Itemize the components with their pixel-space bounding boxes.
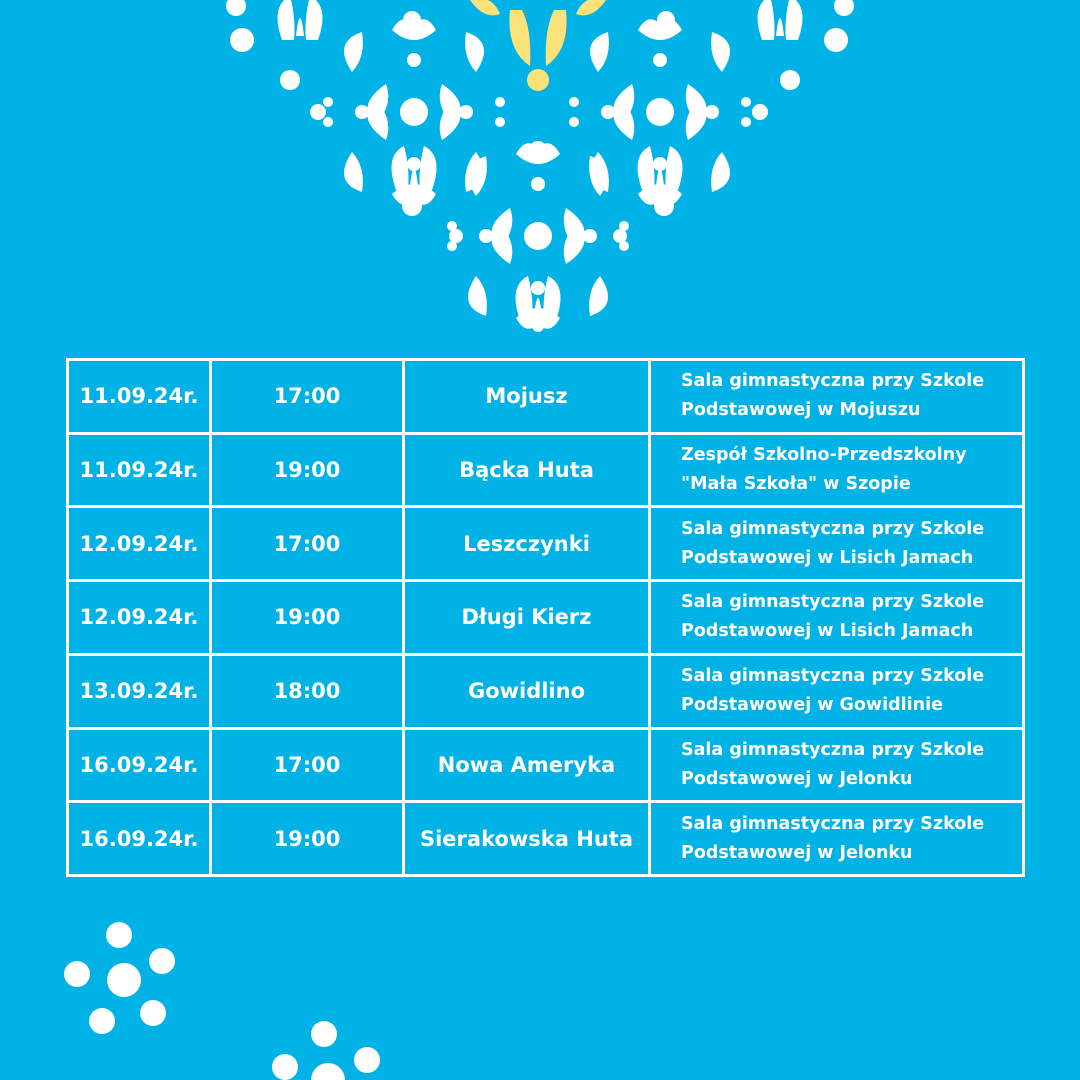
time-cell: 19:00 xyxy=(211,581,404,655)
schedule-table xyxy=(66,358,1025,877)
table-row xyxy=(68,802,1024,876)
venue-cell xyxy=(650,360,1024,434)
date-cell: 13.09.24r. xyxy=(68,654,211,728)
venue-line: Podstawowej w Mojuszu xyxy=(681,400,921,421)
place-cell: Nowa Ameryka xyxy=(404,728,650,802)
venue-line: Zespół Szkolno-Przedszkolny xyxy=(681,445,967,466)
time-cell: 17:00 xyxy=(211,360,404,434)
venue-cell xyxy=(650,654,1024,728)
date-cell: 12.09.24r. xyxy=(68,507,211,581)
date-cell: 16.09.24r. xyxy=(68,802,211,876)
date-cell: 11.09.24r. xyxy=(68,433,211,507)
venue-line: Sala gimnastyczna przy Szkole xyxy=(681,592,985,613)
place-cell: Długi Kierz xyxy=(404,581,650,655)
venue-line: Sala gimnastyczna przy Szkole xyxy=(681,666,985,687)
venue-cell xyxy=(650,728,1024,802)
folk-ornament xyxy=(0,0,1080,340)
venue-line: Sala gimnastyczna przy Szkole xyxy=(681,518,985,539)
date-cell: 16.09.24r. xyxy=(68,728,211,802)
table-row xyxy=(68,654,1024,728)
venue-line: Podstawowej w Lisich Jamach xyxy=(681,547,974,568)
table-row xyxy=(68,360,1024,434)
venue-cell xyxy=(650,581,1024,655)
venue-line: Sala gimnastyczna przy Szkole xyxy=(681,739,985,760)
date-cell: 12.09.24r. xyxy=(68,581,211,655)
venue-line: Podstawowej w Jelonku xyxy=(681,842,913,863)
venue-cell xyxy=(650,507,1024,581)
table-row xyxy=(68,507,1024,581)
place-cell: Gowidlino xyxy=(404,654,650,728)
place-cell: Sierakowska Huta xyxy=(404,802,650,876)
venue-cell xyxy=(650,802,1024,876)
table-row xyxy=(68,728,1024,802)
venue-line: Podstawowej w Lisich Jamach xyxy=(681,621,974,642)
time-cell: 18:00 xyxy=(211,654,404,728)
venue-cell xyxy=(650,433,1024,507)
venue-line: Podstawowej w Gowidlinie xyxy=(681,695,943,716)
venue-line: Sala gimnastyczna przy Szkole xyxy=(681,371,985,392)
place-cell: Bącka Huta xyxy=(404,433,650,507)
venue-line: "Mała Szkoła" w Szopie xyxy=(681,474,911,495)
time-cell: 17:00 xyxy=(211,728,404,802)
place-cell: Leszczynki xyxy=(404,507,650,581)
date-cell: 11.09.24r. xyxy=(68,360,211,434)
time-cell: 17:00 xyxy=(211,507,404,581)
place-cell: Mojusz xyxy=(404,360,650,434)
decorative-dots xyxy=(0,900,420,1080)
table-row xyxy=(68,581,1024,655)
time-cell: 19:00 xyxy=(211,802,404,876)
venue-line: Sala gimnastyczna przy Szkole xyxy=(681,813,985,834)
table-row xyxy=(68,433,1024,507)
time-cell: 19:00 xyxy=(211,433,404,507)
venue-line: Podstawowej w Jelonku xyxy=(681,768,913,789)
